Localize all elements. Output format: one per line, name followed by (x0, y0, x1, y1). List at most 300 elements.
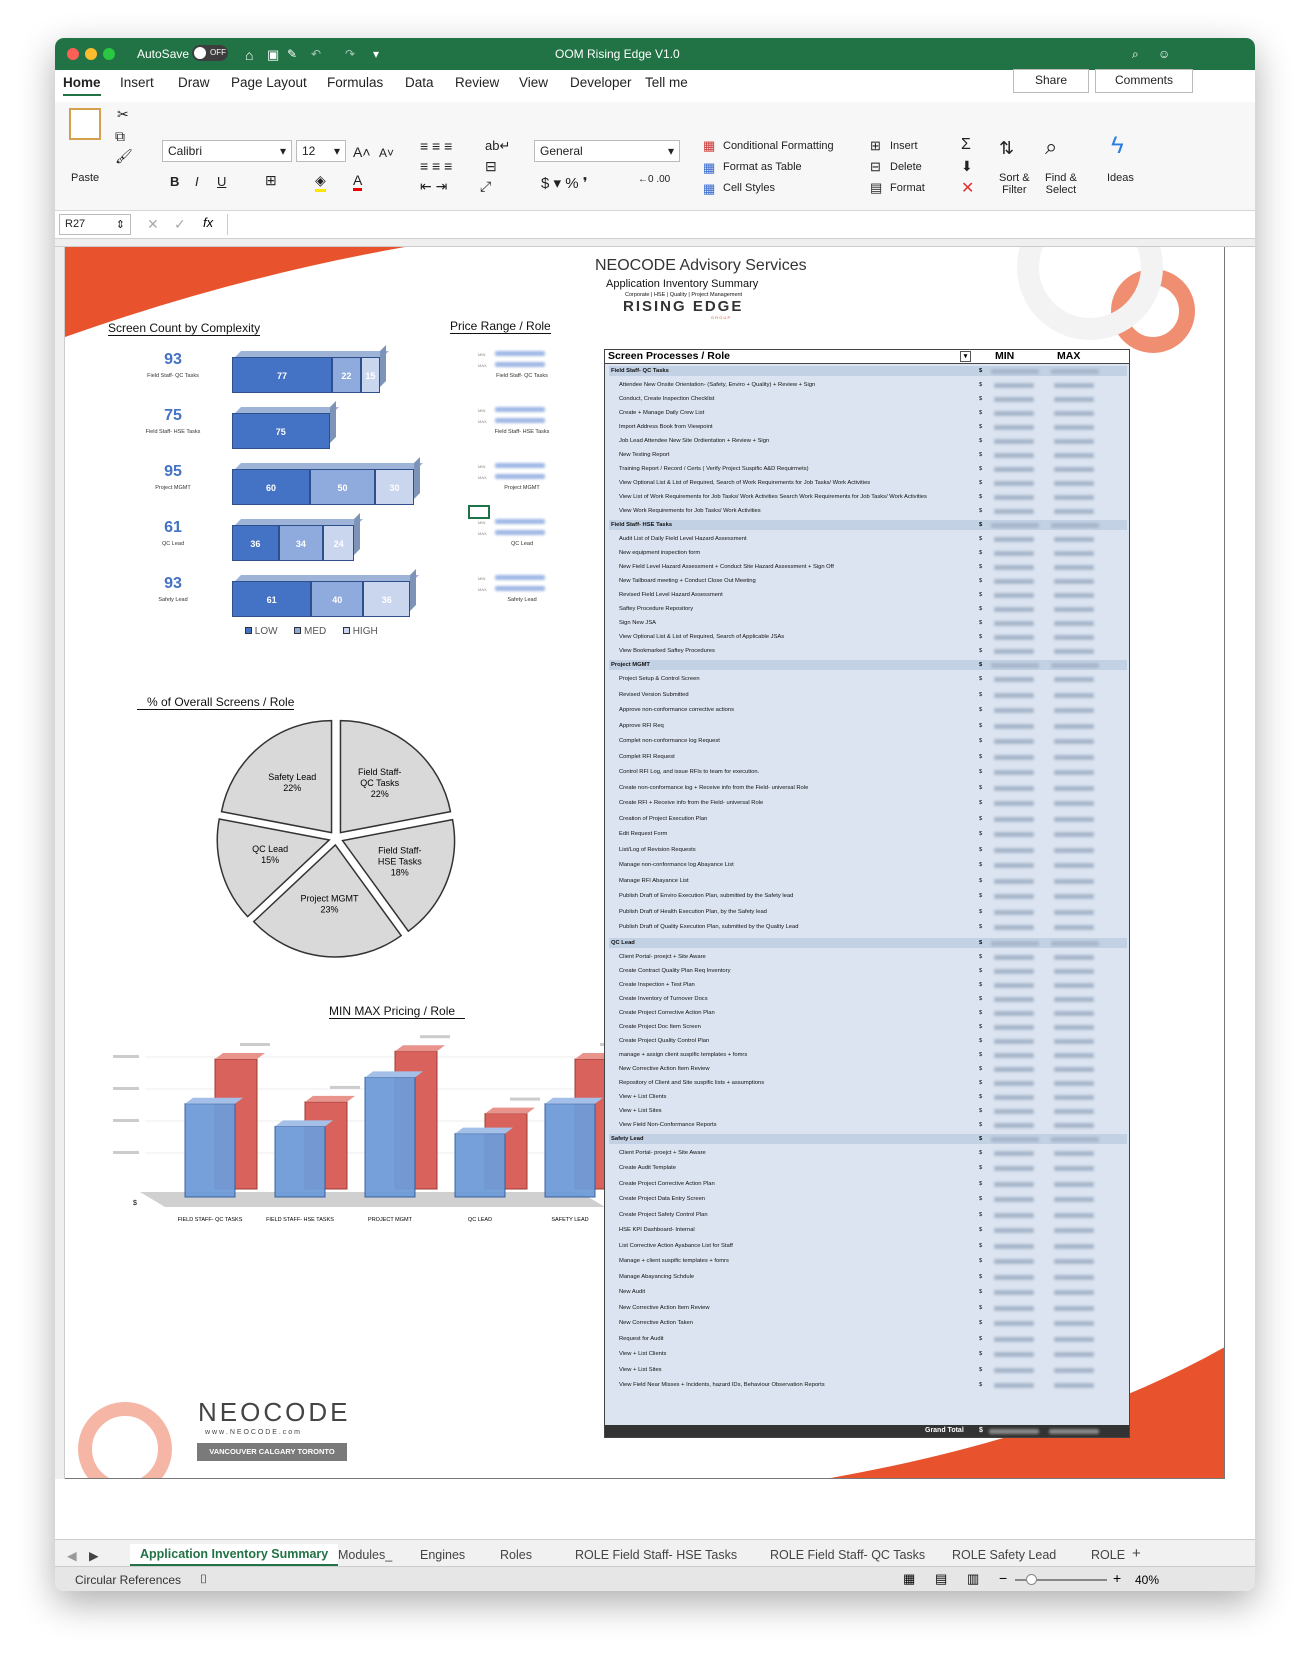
group-max (1051, 1137, 1099, 1142)
table-row[interactable] (609, 534, 1127, 544)
group-min (991, 663, 1039, 668)
table-row[interactable] (609, 590, 1127, 600)
table-row[interactable] (609, 980, 1127, 990)
grand-total-row (605, 1425, 1129, 1437)
process-name: Control RFI Log, and issue RFIs to team for execution. (619, 769, 760, 775)
process-name: Create Inventory of Turnover Docs (619, 995, 708, 1002)
table-row[interactable] (609, 464, 1127, 474)
table-row[interactable] (609, 1241, 1127, 1251)
cut-icon[interactable]: ✂ (117, 106, 129, 122)
italic-button[interactable]: I (195, 174, 199, 189)
process-name: Complet RFI Request (619, 753, 675, 760)
autosave-state: OFF (210, 48, 226, 57)
row-min (994, 1053, 1034, 1058)
table-row[interactable] (609, 1050, 1127, 1060)
currency-symbol: $ (979, 1227, 983, 1233)
min-bar (455, 1134, 505, 1197)
process-name: Project Setup & Control Screen (619, 676, 700, 682)
row-min (994, 925, 1034, 930)
fill-color-icon[interactable]: ◈ (315, 172, 326, 192)
merge-icon[interactable]: ⊟ (485, 158, 497, 174)
column-headers[interactable] (55, 239, 1255, 247)
align-icons[interactable]: ≡ ≡ ≡ (420, 138, 453, 154)
currency-symbol: $ (979, 410, 983, 416)
price-role-label: Field Staff- HSE Tasks (494, 429, 550, 435)
table-row[interactable] (609, 829, 1127, 839)
table-row[interactable] (609, 1078, 1127, 1088)
row-max (1054, 955, 1094, 960)
process-name: Attendee New Onsite Orientation- (Safety, Enviro + Quality) + Review + Sign (619, 382, 816, 388)
row-min (994, 848, 1034, 853)
table-row[interactable] (609, 1287, 1127, 1297)
y-tick-label (113, 1119, 139, 1122)
tab-insert[interactable]: Insert (120, 75, 154, 90)
confirm-entry-icon[interactable]: ✓ (174, 216, 186, 232)
table-row[interactable] (609, 646, 1127, 656)
font-size-select[interactable]: 12 ▾ (296, 140, 346, 162)
share-label: Share (1034, 73, 1068, 87)
tab-developer[interactable]: Developer (570, 75, 632, 90)
zoom-window-button[interactable] (103, 48, 115, 60)
comments-button[interactable] (1095, 69, 1193, 93)
table-row[interactable] (609, 1022, 1127, 1032)
page-layout-view-icon[interactable]: ▤ (935, 1571, 948, 1586)
smiley-icon[interactable]: ☺ (1158, 47, 1171, 61)
table-row[interactable] (609, 492, 1127, 502)
tab-review[interactable]: Review (455, 75, 500, 90)
share-button[interactable] (1013, 69, 1089, 93)
price-role-label: Project MGMT (504, 485, 540, 491)
filter-dropdown-icon[interactable]: ▾ (960, 351, 971, 362)
process-name: Import Address Book from Viewpoint (619, 424, 713, 430)
insert-cells-icon[interactable]: ⊞ (870, 138, 881, 153)
process-name: View Optional List & List of Required, Search of Work Requirements for Job Tasks/ Work Activities (619, 480, 871, 486)
group-name: Field Staff- HSE Tasks (611, 522, 673, 528)
currency-symbol: $ (979, 396, 983, 402)
x-category-label: PROJECT MGMT (368, 1217, 412, 1223)
sheet-tab[interactable]: Application Inventory Summary (130, 1544, 338, 1566)
grow-font-icon[interactable]: A˄ (353, 144, 371, 160)
next-sheet-icon[interactable]: ▶ (89, 1549, 99, 1563)
find-select-button[interactable] (1045, 172, 1077, 196)
row-max (1054, 1109, 1094, 1114)
table-row[interactable] (609, 450, 1127, 460)
currency-symbol: $ (979, 1304, 983, 1311)
table-header (605, 350, 1129, 364)
process-name: HSE KPI Dashboard- Internal (619, 1227, 695, 1233)
decimal-icons[interactable]: ←0 .00 (638, 174, 671, 185)
dashboard-canvas (65, 247, 1225, 1479)
row-max (1054, 1011, 1094, 1016)
bar-segment-high (361, 357, 381, 393)
role-label: Field Staff- QC Tasks (147, 373, 199, 379)
row-min (994, 467, 1034, 472)
currency-symbol: $ (979, 1351, 983, 1357)
table-row[interactable] (609, 1036, 1127, 1046)
currency-symbol: $ (979, 1037, 983, 1044)
table-row[interactable] (609, 408, 1127, 418)
prev-sheet-icon[interactable]: ◀ (67, 1549, 77, 1563)
row-min (994, 693, 1034, 698)
tab-data[interactable]: Data (405, 75, 434, 90)
page-break-view-icon[interactable]: ▥ (967, 1571, 980, 1586)
row-max (1054, 1067, 1094, 1072)
table-row[interactable] (609, 767, 1127, 777)
currency-symbol: $ (979, 815, 983, 822)
table-group-row[interactable] (609, 1134, 1127, 1144)
find-select-icon[interactable]: ⌕ (1045, 134, 1058, 159)
table-row[interactable] (609, 994, 1127, 1004)
currency-symbol: $ (979, 424, 983, 430)
pie-slice-label: Field Staff-QC Tasks (358, 767, 402, 789)
table-row[interactable] (609, 1194, 1127, 1204)
price-role-label: QC Lead (510, 541, 533, 547)
table-row[interactable] (609, 380, 1127, 390)
y-tick-label (113, 1151, 139, 1154)
role-label: Field Staff- HSE Tasks (145, 429, 201, 435)
table-group-row[interactable] (609, 938, 1127, 948)
rising-edge-logo: RISING EDGE (623, 298, 744, 315)
currency-symbol: $ (979, 1382, 983, 1388)
table-group-row[interactable] (609, 366, 1127, 376)
search-icon[interactable]: ⌕ (1132, 47, 1139, 61)
currency-symbol: $ (979, 893, 983, 899)
pie-slice-label: Safety Lead (268, 772, 317, 783)
table-row[interactable] (609, 436, 1127, 446)
table-row[interactable] (609, 1349, 1127, 1359)
currency-symbol: $ (979, 1149, 983, 1156)
row-max (1054, 425, 1094, 430)
process-name: Approve RFI Req (619, 722, 664, 729)
row-max (1054, 509, 1094, 514)
conditional-formatting-button[interactable]: Conditional Formatting (723, 140, 834, 152)
ideas-button[interactable]: Ideas (1107, 172, 1134, 184)
table-row[interactable] (609, 604, 1127, 614)
sheet-tab[interactable]: ROLE (1091, 1548, 1126, 1562)
delete-cells-icon[interactable]: ⊟ (870, 159, 881, 174)
row-max (1054, 801, 1094, 806)
currency-symbol: $ (979, 592, 983, 598)
row-min (994, 1321, 1034, 1326)
table-row[interactable] (609, 422, 1127, 432)
function-icon[interactable]: fx (203, 215, 214, 230)
bar-3d-top (235, 575, 419, 581)
ideas-icon[interactable]: ϟ (1111, 132, 1124, 159)
row-min (994, 1166, 1034, 1171)
process-name: View Bookmarked Saftey Procedures (619, 648, 715, 654)
tab-draw[interactable]: Draw (178, 75, 210, 90)
table-row[interactable] (609, 576, 1127, 586)
table-row[interactable] (609, 394, 1127, 404)
sheet-tab[interactable]: Modules_ (338, 1548, 393, 1562)
row-max (1054, 724, 1094, 729)
add-sheet-icon[interactable]: + (1132, 1545, 1141, 1562)
row-min (994, 770, 1034, 775)
role-screen-total: 95 (164, 463, 182, 480)
autosum-icon[interactable]: Σ (961, 136, 971, 153)
redo-icon[interactable]: ↷ (345, 47, 356, 61)
zoom-in-icon[interactable]: + (1113, 1570, 1122, 1586)
max-label: MAX (478, 587, 487, 592)
row-max (1054, 411, 1094, 416)
pie-chart (201, 713, 471, 963)
formula-bar (55, 211, 1255, 239)
sort-filter-icon[interactable]: ⇅ (999, 138, 1015, 158)
table-row[interactable] (609, 1318, 1127, 1328)
table-row[interactable] (609, 1334, 1127, 1344)
cancel-entry-icon[interactable]: ✕ (147, 216, 159, 232)
min-bar-top (185, 1098, 243, 1104)
table-row[interactable] (609, 891, 1127, 901)
table-row[interactable] (609, 1008, 1127, 1018)
sort-filter-button[interactable] (999, 172, 1030, 196)
pie-slice-label: QC Lead (252, 844, 289, 855)
currency-icon[interactable]: $ ▾ % ❜ (541, 175, 588, 192)
table-row[interactable] (609, 1064, 1127, 1074)
row-max (1054, 894, 1094, 899)
table-row[interactable] (609, 1106, 1127, 1116)
table-row[interactable] (609, 1092, 1127, 1102)
font-color-icon[interactable]: A (353, 172, 362, 191)
borders-icon[interactable]: ⊞ (265, 172, 277, 188)
row-max (1054, 1259, 1094, 1264)
table-row[interactable] (609, 690, 1127, 700)
underline-button[interactable]: U (217, 174, 227, 189)
name-box[interactable]: R27 ⇕ (59, 214, 131, 235)
table-row[interactable] (609, 1163, 1127, 1173)
format-cells-icon[interactable]: ▤ (870, 180, 883, 195)
row-max (1054, 607, 1094, 612)
format-as-table-button[interactable]: Format as Table (723, 161, 802, 173)
table-row[interactable] (609, 736, 1127, 746)
neocode-url: w w w . N E O C O D E . c o m (205, 1429, 300, 1436)
save-icon[interactable]: ▣ (267, 47, 280, 62)
row-max (1054, 770, 1094, 775)
table-row[interactable] (609, 1179, 1127, 1189)
price-min-value (495, 519, 545, 524)
bar-segment-low (232, 413, 330, 449)
close-window-button[interactable] (67, 48, 79, 60)
table-row[interactable] (609, 783, 1127, 793)
row-max (1054, 1275, 1094, 1280)
sheet-tab[interactable]: ROLE Safety Lead (952, 1548, 1057, 1562)
min-label: MIN (478, 576, 486, 581)
row-min (994, 439, 1034, 444)
table-row[interactable] (609, 1148, 1127, 1158)
table-row[interactable] (609, 1365, 1127, 1375)
selected-cell-r27[interactable] (468, 505, 490, 519)
table-group-row[interactable] (609, 520, 1127, 530)
currency-symbol: $ (979, 382, 983, 388)
row-min (994, 481, 1034, 486)
currency-symbol: $ (979, 536, 983, 542)
format-painter-icon[interactable]: 🖌 (115, 148, 133, 164)
delete-cells-button[interactable]: Delete (890, 161, 922, 173)
bar-3d-side (354, 513, 360, 555)
table-row[interactable] (609, 860, 1127, 870)
table-row[interactable] (609, 721, 1127, 731)
currency-symbol: $ (979, 1093, 983, 1100)
process-name: Saftey Procedure Repository (619, 606, 694, 612)
process-name: Sign New JSA (619, 620, 657, 626)
table-row[interactable] (609, 705, 1127, 715)
table-row[interactable] (609, 876, 1127, 886)
edit-icon[interactable]: ✎ (287, 47, 298, 61)
sheet-tab[interactable]: ROLE Field Staff- HSE Tasks (575, 1548, 738, 1562)
price-min-value (495, 407, 545, 412)
legend-high: HIGH (352, 626, 378, 637)
table-row[interactable] (609, 478, 1127, 488)
bar-chart-title: MIN MAX Pricing / Role (329, 1004, 465, 1019)
sheet-tab[interactable]: Roles (500, 1548, 532, 1562)
formula-input[interactable] (227, 214, 1237, 235)
worksheet[interactable] (55, 239, 1255, 1582)
row-max (1054, 621, 1094, 626)
table-row[interactable] (609, 632, 1127, 642)
zoom-out-icon[interactable]: − (999, 1570, 1008, 1586)
legend-high-swatch (343, 627, 350, 634)
process-name: List Corrective Action Ayabance List for Staff (619, 1242, 733, 1249)
tab-view[interactable]: View (519, 75, 549, 90)
row-max (1054, 383, 1094, 388)
data-label (420, 1035, 450, 1038)
process-name: New Tailboard meeting + Conduct Close Out Meeting (619, 578, 756, 584)
row-max (1054, 439, 1094, 444)
row-min (994, 1197, 1034, 1202)
zoom-slider-thumb[interactable] (1026, 1574, 1037, 1585)
process-name: View Work Requirements for Job Tasks/ Work Activities (619, 508, 761, 514)
process-name: Manage RFI Abayance List (619, 877, 689, 884)
min-label: MIN (478, 520, 486, 525)
summary-title: Application Inventory Summary (606, 278, 759, 290)
segment-value: 36 (250, 539, 261, 549)
row-max (1054, 1182, 1094, 1187)
table-row[interactable] (609, 952, 1127, 962)
process-name: List/Log of Revision Requests (619, 846, 696, 853)
data-label (240, 1043, 270, 1046)
currency-symbol: $ (979, 564, 983, 570)
minimize-window-button[interactable] (85, 48, 97, 60)
table-row[interactable] (609, 966, 1127, 976)
row-min (994, 1244, 1034, 1249)
table-row[interactable] (609, 1272, 1127, 1282)
process-name: View Field Near Misses + Incidents, hazard IDs, Behaviour Observation Reports (619, 1382, 825, 1388)
row-max (1054, 635, 1094, 640)
customize-icon[interactable]: ▾ (373, 47, 380, 61)
paste-label: Paste (71, 172, 100, 184)
bar-segment-high (363, 581, 410, 617)
table-row[interactable] (609, 548, 1127, 558)
table-row[interactable] (609, 922, 1127, 932)
row-min (994, 397, 1034, 402)
copy-icon[interactable]: ⧉ (115, 128, 125, 144)
home-icon[interactable]: ⌂ (245, 47, 254, 63)
bold-button[interactable]: B (170, 174, 180, 189)
sheet-tab[interactable]: ROLE Field Staff- QC Tasks (770, 1548, 926, 1562)
table-row[interactable] (609, 618, 1127, 628)
table-row[interactable] (609, 798, 1127, 808)
table-row[interactable] (609, 1225, 1127, 1235)
cell-styles-icon[interactable]: ▦ (703, 181, 716, 196)
clear-icon[interactable]: ✕ (961, 180, 975, 197)
wrap-text-icon[interactable]: ab↵ (485, 138, 511, 153)
table-row[interactable] (609, 752, 1127, 762)
normal-view-icon[interactable]: ▦ (903, 1571, 916, 1586)
number-format-select[interactable]: General ▾ (534, 140, 680, 162)
legend-low: LOW (254, 626, 278, 637)
conditional-formatting-icon[interactable]: ▦ (703, 138, 716, 153)
sheet-tab[interactable]: Engines (420, 1548, 466, 1562)
bottom-bar (55, 1539, 1255, 1591)
table-row[interactable] (609, 506, 1127, 516)
role-label: Project MGMT (155, 485, 191, 491)
format-cells-button[interactable]: Format (890, 182, 925, 194)
orientation-icon[interactable]: ⤢ (480, 178, 492, 194)
currency-symbol: $ (979, 368, 983, 374)
tab-formulas[interactable]: Formulas (327, 75, 384, 90)
indent-icons[interactable]: ⇤ ⇥ (420, 178, 448, 194)
row-max (1054, 1321, 1094, 1326)
row-max (1054, 1053, 1094, 1058)
tab-tell-me[interactable]: Tell me (645, 75, 688, 90)
table-row[interactable] (609, 674, 1127, 684)
font-name-select[interactable]: Calibri ▾ (162, 140, 292, 162)
currency-symbol: $ (979, 550, 983, 556)
fill-icon[interactable]: ⬇ (961, 158, 973, 174)
min-bar (545, 1104, 595, 1197)
shrink-font-icon[interactable]: A˅ (379, 146, 395, 160)
macro-record-icon[interactable]: ⌷ (200, 1572, 208, 1586)
format-as-table-icon[interactable]: ▦ (703, 160, 716, 175)
table-row[interactable] (609, 845, 1127, 855)
table-row[interactable] (609, 1210, 1127, 1220)
insert-cells-button[interactable]: Insert (890, 140, 918, 152)
group-min (991, 369, 1039, 374)
table-row[interactable] (609, 1380, 1127, 1390)
bar-3d-top (235, 407, 339, 413)
row-min (994, 1025, 1034, 1030)
undo-icon[interactable]: ↶ (311, 47, 322, 61)
row-max (1054, 879, 1094, 884)
table-row[interactable] (609, 1120, 1127, 1130)
row-max (1054, 755, 1094, 760)
pie-slice-pct: 15% (261, 855, 280, 866)
pie-slice-label: Field Staff-HSE Tasks (377, 845, 422, 867)
row-min (994, 1275, 1034, 1280)
tab-page-layout[interactable]: Page Layout (231, 75, 307, 90)
currency-symbol: $ (979, 1196, 983, 1202)
segment-value: 22 (341, 371, 352, 381)
tab-home[interactable]: Home (63, 75, 101, 90)
role-screen-total: 75 (164, 407, 182, 424)
bar-segment-high (375, 469, 414, 505)
align-horizontal-icons[interactable]: ≡ ≡ ≡ (420, 158, 453, 174)
autosave-toggle[interactable] (192, 45, 228, 61)
table-row[interactable] (609, 1256, 1127, 1266)
row-min (994, 1213, 1034, 1218)
grand-total-currency: $ (979, 1427, 983, 1434)
table-row[interactable] (609, 562, 1127, 572)
table-row[interactable] (609, 907, 1127, 917)
process-name: Create Project Corrective Action Plan (619, 1009, 715, 1016)
table-group-row[interactable] (609, 660, 1127, 670)
table-row[interactable] (609, 1303, 1127, 1313)
cell-styles-button[interactable]: Cell Styles (723, 182, 775, 194)
row-headers[interactable] (55, 247, 65, 1479)
table-row[interactable] (609, 814, 1127, 824)
currency-symbol: $ (979, 1079, 983, 1086)
paste-icon[interactable] (69, 108, 101, 140)
